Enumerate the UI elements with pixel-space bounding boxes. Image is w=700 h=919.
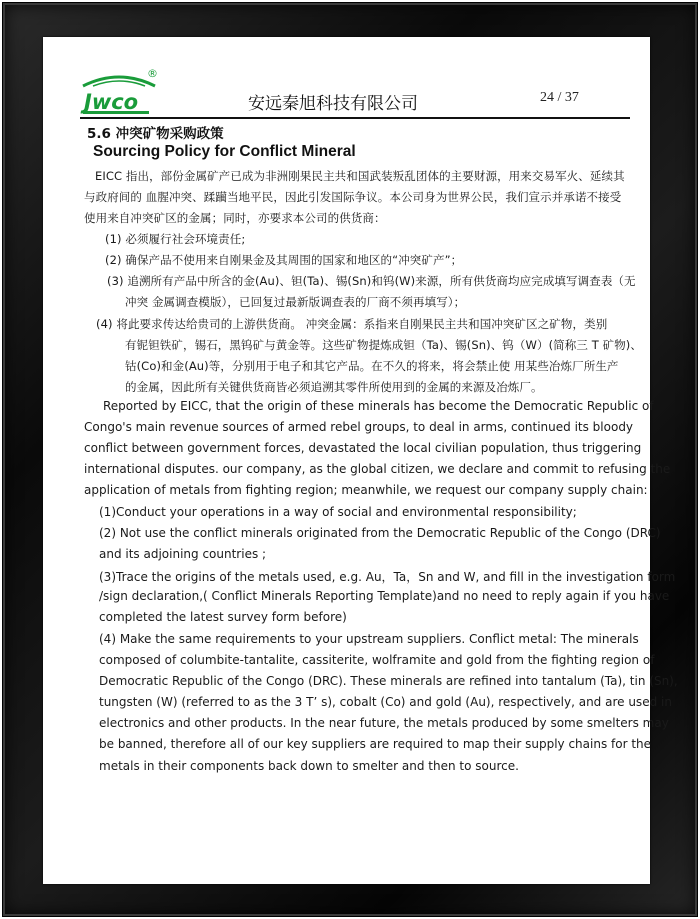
cn-list-item-cont: 钴(Co)和金(Au)等，分别用于电子和其它产品。在不久的将来，将会禁止使 用某些冶炼厂所生产	[125, 359, 619, 373]
en-list-item-cont: electronics and other products. In the near future, the metals produced by some smelters may	[99, 716, 669, 730]
en-paragraph-line: Congo's main revenue sources of armed rebel groups, to deal in arms, continued its bloody	[84, 420, 634, 434]
en-list-item-cont: and its adjoining countries ;	[99, 547, 267, 561]
en-list-item-cont: Democratic Republic of the Congo (DRC). These minerals are refined into tantalum (Ta), tin (Sn),	[99, 674, 678, 688]
en-list-item-cont: composed of columbite-tantalite, cassiterite, wolframite and gold from the fighting region of	[99, 653, 655, 667]
en-paragraph-line: conflict between government forces, devastated the local civilian population, thus triggering	[84, 441, 642, 455]
company-logo	[79, 64, 159, 116]
en-list-item: (1)Conduct your operations in a way of social and environmental responsibility;	[99, 505, 577, 519]
cn-list-item-cont: 冲突 金属调查模版），已回复过最新版调查表的厂商不须再填写）；	[125, 295, 466, 309]
en-list-item-cont: completed the latest survey form before)	[99, 610, 347, 624]
en-list-item: (4) Make the same requirements to your upstream suppliers. Conflict metal: The minerals	[99, 632, 639, 646]
cn-list-item: (1) 必须履行社会环境责任;	[105, 232, 246, 246]
en-paragraph-line: Reported by EICC, that the origin of these minerals has become the Democratic Republic of	[103, 399, 654, 413]
en-list-item-cont: be banned, therefore all of our key suppliers are required to map their supply chains for the	[99, 737, 652, 751]
en-paragraph-line: application of metals from fighting region; meanwhile, we request our company supply chain:	[84, 483, 648, 497]
en-list-item-cont: /sign declaration,( Conflict Minerals Reporting Template)and no need to reply again if you have	[99, 589, 670, 603]
section-heading-cn: 5.6 冲突矿物采购政策	[87, 126, 224, 142]
cn-list-item-cont: 有铌钽铁矿，锡石，黑钨矿与黄金等。这些矿物提炼成钽（Ta)、锡(Sn)、钨（W）(简称三 T 矿物)、	[125, 338, 642, 352]
company-name: 安远秦旭科技有限公司	[248, 94, 418, 114]
en-list-item: (3)Trace the origins of the metals used, e.g. Au，Ta，Sn and W, and fill in the investigation form	[99, 570, 676, 584]
cn-list-item: (3) 追溯所有产品中所含的金(Au)、钽(Ta)、锡(Sn)和钨(W)来源，所有供货商均应完成填写调查表（无	[107, 274, 636, 288]
logo-text: Jwco	[84, 90, 139, 114]
registered-mark: ®	[147, 67, 158, 80]
en-list-item-cont: tungsten (W) (referred to as the 3 T’ s), cobalt (Co) and gold (Au), respectively, and are used in	[99, 695, 672, 709]
section-heading-en: Sourcing Policy for Conflict Mineral	[93, 143, 356, 160]
cn-list-item: (4) 将此要求传达给贵司的上游供货商。 冲突金属：系指来自刚果民主共和国冲突矿区之矿物，类别	[96, 317, 608, 331]
en-list-item-cont: metals in their components back down to smelter and then to source.	[99, 759, 519, 773]
cn-list-item: (2) 确保产品不使用来自刚果金及其周围的国家和地区的“冲突矿产”；	[105, 253, 463, 267]
cn-paragraph-line: 与政府间的 血腥冲突、蹂躏当地平民，因此引发国际争议。本公司身为世界公民，我们宣示并承诺不接受	[84, 190, 622, 204]
logo-graphic	[79, 64, 159, 116]
en-list-item: (2) Not use the conflict minerals originated from the Democratic Republic of the Congo (DRC)	[99, 526, 661, 540]
page-number: 24 / 37	[540, 90, 579, 105]
cn-paragraph-line: EICC 指出，部份金属矿产已成为非洲刚果民主共和国武装叛乱团体的主要财源，用来交易军火、延续其	[95, 169, 625, 183]
cn-list-item-cont: 的金属，因此所有关键供货商皆必须追溯其零件所使用到的金属的来源及冶炼厂。	[125, 380, 543, 394]
cn-paragraph-line: 使用来自冲突矿区的金属；同时，亦要求本公司的供货商：	[84, 211, 386, 225]
header-divider	[80, 117, 630, 119]
document-page	[43, 37, 678, 884]
en-paragraph-line: international disputes. our company, as the global citizen, we declare and commit to refusing the	[84, 462, 671, 476]
